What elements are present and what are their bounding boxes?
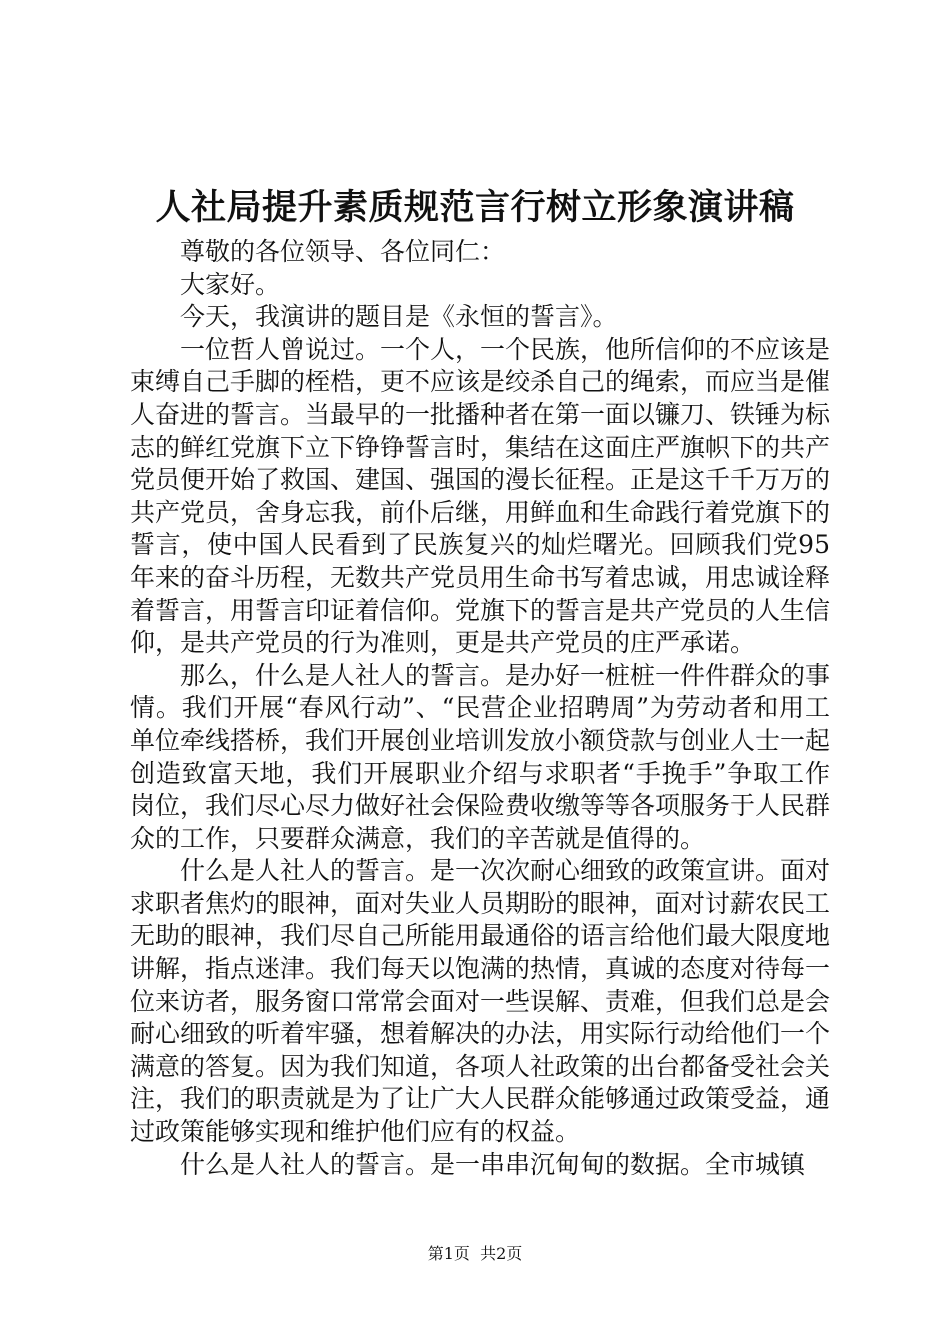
body-paragraph-2: 那么，什么是人社人的誓言。是办好一桩桩一件件群众的事情。我们开展“春风行动”、“民营企业招聘周”为劳动者和用工单位牵线搭桥，我们开展创业培训发放小额贷款与创业人士一起创造致富天地，我们开展职业介绍与求职者“手挽手”争取工作岗位，我们尽心尽力做好社会保险费收缴等等各项服务于人民群众的工作，只要群众满意，我们的辛苦就是值得的。 bbox=[130, 660, 831, 853]
body-paragraph-1: 一位哲人曾说过。一个人，一个民族，他所信仰的不应该是束缚自己手脚的桎梏，更不应该是绞杀自己的绳索，而应当是催人奋进的誓言。当最早的一批播种者在第一面以镰刀、铁锤为标志的鲜红党旗下立下铮铮誓言时，集结在这面庄严旗帜下的共产党员便开始了救国、建国、强国的漫长征程。正是这千千万万的共产党员，舍身忘我，前仆后继，用鲜血和生命践行着党旗下的誓言，使中国人民看到了民族复兴的灿烂曙光。回顾我们党95年来的奋斗历程，无数共产党员用生命书写着忠诚，用忠诚诠释着誓言，用誓言印证着信仰。党旗下的誓言是共产党员的人生信仰，是共产党员的行为准则，更是共产党员的庄严承诺。 bbox=[130, 334, 831, 658]
greeting-paragraph: 尊敬的各位领导、各位同仁： bbox=[180, 237, 506, 266]
topic-paragraph: 今天，我演讲的题目是《永恒的誓言》。 bbox=[180, 302, 618, 332]
document-title: 人社局提升素质规范言行树立形象演讲稿 bbox=[155, 187, 795, 228]
body-paragraph-4: 什么是人社人的誓言。是一串串沉甸甸的数据。全市城镇 bbox=[180, 1149, 806, 1179]
document-body bbox=[130, 236, 830, 1181]
body-paragraph-3: 什么是人社人的誓言。是一次次耐心细致的政策宣讲。面对求职者焦灼的眼神，面对失业人员期盼的眼神，面对讨薪农民工无助的眼神，我们尽自己所能用最通俗的语言给他们最大限度地讲解，指点迷津。我们每天以饱满的热情，真诚的态度对待每一位来访者，服务窗口常常会面对一些误解、责难，但我们总是会耐心细致的听着牢骚，想着解决的办法，用实际行动给他们一个满意的答复。因为我们知道，各项人社政策的出台都备受社会关注，我们的职责就是为了让广大人民群众能够通过政策受益，通过政策能够实现和维护他们应有的权益。 bbox=[130, 856, 831, 1147]
page-number-footer: 第1页 共2页 bbox=[427, 1244, 523, 1263]
salutation-paragraph: 大家好。 bbox=[180, 269, 281, 299]
